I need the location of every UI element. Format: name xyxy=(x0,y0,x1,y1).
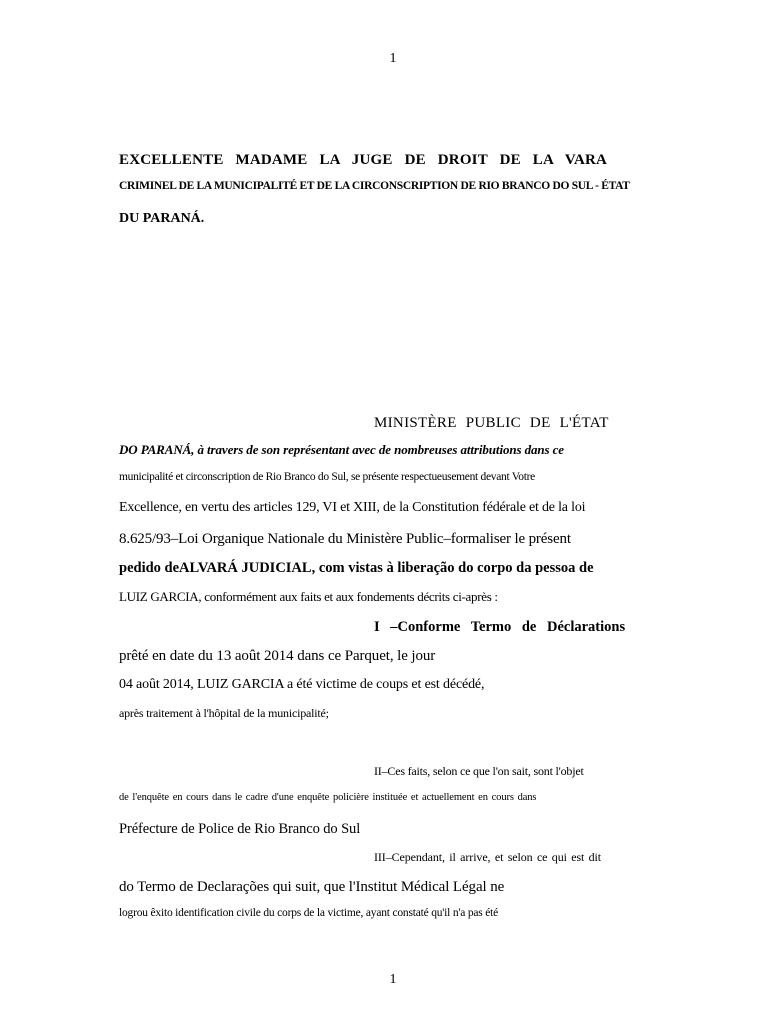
heading-line-1: EXCELLENTE MADAME LA JUGE DE DROIT DE LA VARA xyxy=(119,152,608,168)
body-line: Préfecture de Police de Rio Branco do Sul xyxy=(119,821,361,837)
body-line: DO PARANÁ, à travers de son représentant avec de nombreuses attributions dans ce xyxy=(119,442,564,457)
heading-line-2: CRIMINEL DE LA MUNICIPALITÉ ET DE LA CIRCONSCRIPTION DE RIO BRANCO DO SUL - ÉTAT xyxy=(119,180,630,192)
body-line: pedido deALVARÁ JUDICIAL, com vistas à liberação do corpo da pessoa de xyxy=(119,560,594,576)
body-line: municipalité et circonscription de Rio Branco do Sul, se présente respectueusement devant Votre xyxy=(119,471,535,483)
heading-line-3: DU PARANÁ. xyxy=(119,211,205,226)
page-number-top: 1 xyxy=(389,51,397,66)
section-heading: II–Ces faits, selon ce que l'on sait, sont l'objet xyxy=(374,764,584,778)
body-line: Excellence, en vertu des articles 129, VI et XIII, de la Constitution fédérale et de la loi xyxy=(119,500,586,515)
body-line: logrou êxito identification civile du corps de la victime, ayant constaté qu'il n'a pas été xyxy=(119,907,499,919)
body-line: 04 août 2014, LUIZ GARCIA a été victime de coups et est décédé, xyxy=(119,677,485,692)
page-number-bottom: 1 xyxy=(389,972,397,987)
body-line: prêté en date du 13 août 2014 dans ce Parquet, le jour xyxy=(119,648,436,664)
section-heading: III–Cependant, il arrive, et selon ce qui est dit xyxy=(374,850,602,864)
body-line: LUIZ GARCIA, conformément aux faits et aux fondements décrits ci-après : xyxy=(119,589,498,604)
body-line: 8.625/93–Loi Organique Nationale du Ministère Public–formaliser le présent xyxy=(119,531,571,547)
body-line: de l'enquête en cours dans le cadre d'une enquête policière instituée et actuellement en cours dans xyxy=(119,792,537,803)
section-heading: I –Conforme Termo de Déclarations xyxy=(374,619,626,635)
body-line: après traitement à l'hôpital de la municipalité; xyxy=(119,706,329,720)
body-line: MINISTÈRE PUBLIC DE L'ÉTAT xyxy=(374,415,609,431)
body-line: do Termo de Declarações qui suit, que l'Institut Médical Légal ne xyxy=(119,879,505,895)
